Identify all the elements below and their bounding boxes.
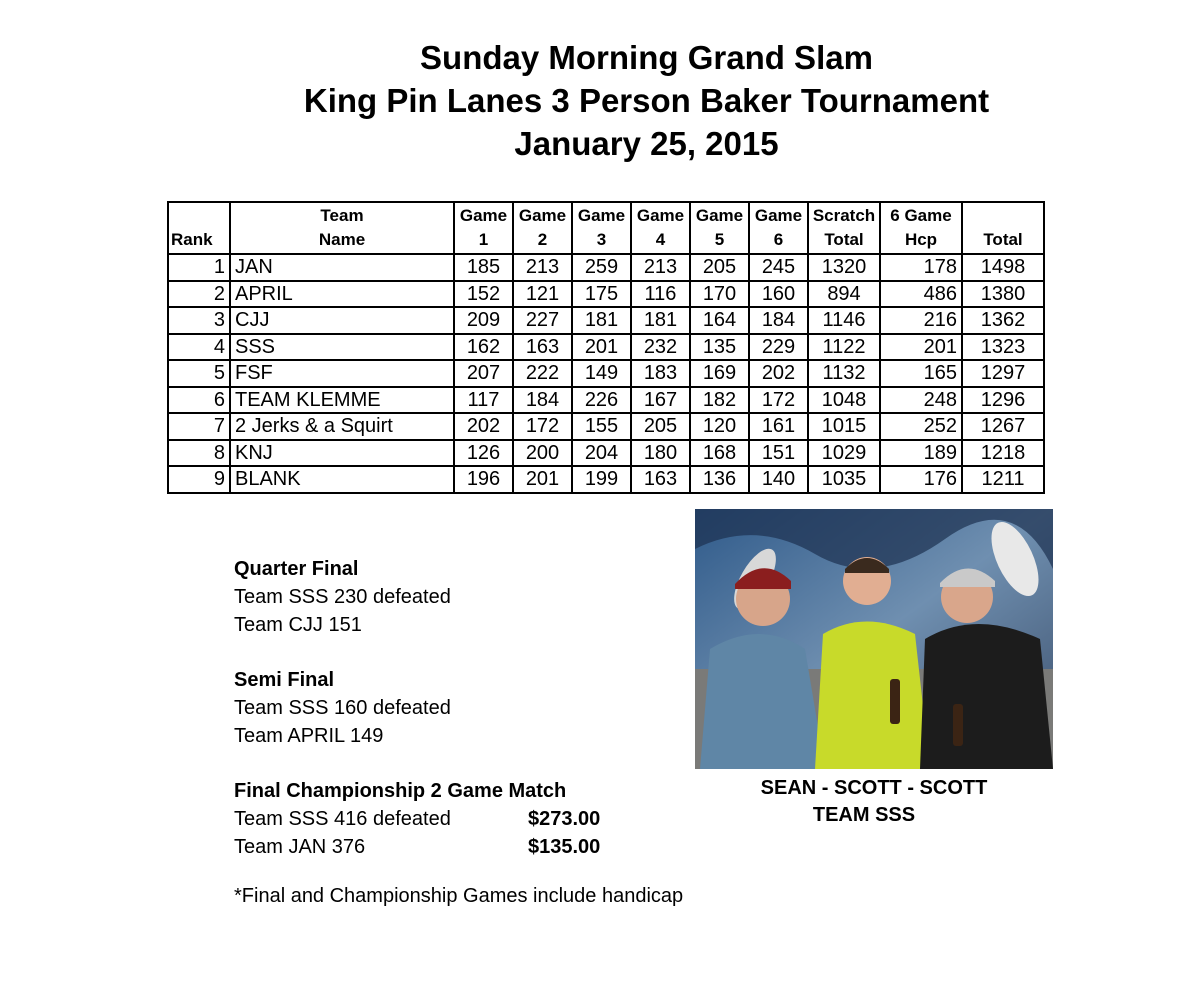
game-5-cell: 182 — [690, 387, 749, 414]
rank-cell: 1 — [168, 254, 230, 281]
photo-caption-names: SEAN - SCOTT - SCOTT — [760, 777, 988, 799]
team-name-cell: SSS — [230, 334, 454, 361]
game-2-cell: 200 — [513, 440, 572, 467]
total-cell: 1498 — [962, 254, 1044, 281]
team-name-cell: APRIL — [230, 281, 454, 308]
total-cell: 1218 — [962, 440, 1044, 467]
game-1-cell: 207 — [454, 360, 513, 387]
game-4-cell: 183 — [631, 360, 690, 387]
table-row — [168, 307, 1044, 334]
final-winner-text: Team SSS 416 defeated — [234, 808, 451, 830]
header-game-1: Game 1 — [454, 202, 513, 254]
final-heading: Final Championship 2 Game Match — [234, 780, 567, 802]
team-name-cell: JAN — [230, 254, 454, 281]
game-3-cell: 204 — [572, 440, 631, 467]
game-4-cell: 163 — [631, 466, 690, 493]
tournament-date: January 25, 2015 — [514, 125, 779, 162]
rank-cell: 9 — [168, 466, 230, 493]
game-5-cell: 169 — [690, 360, 749, 387]
header-game-4: Game 4 — [631, 202, 690, 254]
game-3-cell: 226 — [572, 387, 631, 414]
scratch-total-cell: 1048 — [808, 387, 880, 414]
scratch-total-cell: 1320 — [808, 254, 880, 281]
handicap-cell: 178 — [880, 254, 962, 281]
header-game-5: Game 5 — [690, 202, 749, 254]
total-cell: 1211 — [962, 466, 1044, 493]
semi-final-line-2: Team APRIL 149 — [234, 725, 384, 747]
match-results — [234, 555, 654, 888]
total-cell: 1267 — [962, 413, 1044, 440]
rank-cell: 3 — [168, 307, 230, 334]
handicap-cell: 248 — [880, 387, 962, 414]
handicap-cell: 216 — [880, 307, 962, 334]
rank-cell: 5 — [168, 360, 230, 387]
semi-final-line-1: Team SSS 160 defeated — [234, 697, 451, 719]
header-game-3: Game 3 — [572, 202, 631, 254]
game-4-cell: 181 — [631, 307, 690, 334]
rank-cell: 8 — [168, 440, 230, 467]
game-4-cell: 232 — [631, 334, 690, 361]
game-2-cell: 163 — [513, 334, 572, 361]
runner-up-prize: $135.00 — [528, 836, 601, 858]
game-6-cell: 245 — [749, 254, 808, 281]
results-table — [167, 201, 1045, 494]
scratch-total-cell: 1122 — [808, 334, 880, 361]
game-5-cell: 120 — [690, 413, 749, 440]
game-6-cell: 202 — [749, 360, 808, 387]
semi-final — [234, 666, 654, 750]
photo-caption — [695, 775, 1053, 829]
handicap-cell: 252 — [880, 413, 962, 440]
game-3-cell: 259 — [572, 254, 631, 281]
table-row — [168, 360, 1044, 387]
table-row — [168, 281, 1044, 308]
title-block — [0, 36, 1203, 165]
table-row — [168, 440, 1044, 467]
footnote: *Final and Championship Games include handicap — [234, 885, 684, 907]
final-line-2 — [234, 833, 654, 861]
game-4-cell: 213 — [631, 254, 690, 281]
game-2-cell: 227 — [513, 307, 572, 334]
table-row — [168, 334, 1044, 361]
game-6-cell: 160 — [749, 281, 808, 308]
game-5-cell: 135 — [690, 334, 749, 361]
header-handicap: 6 Game Hcp — [880, 202, 962, 254]
game-1-cell: 152 — [454, 281, 513, 308]
winner-prize: $273.00 — [528, 808, 601, 830]
header-team-name: Team Name — [230, 202, 454, 254]
team-name-cell: TEAM KLEMME — [230, 387, 454, 414]
game-6-cell: 140 — [749, 466, 808, 493]
game-3-cell: 149 — [572, 360, 631, 387]
header-game-2: Game 2 — [513, 202, 572, 254]
handicap-cell: 486 — [880, 281, 962, 308]
game-5-cell: 168 — [690, 440, 749, 467]
game-1-cell: 209 — [454, 307, 513, 334]
total-cell: 1296 — [962, 387, 1044, 414]
game-2-cell: 172 — [513, 413, 572, 440]
scratch-total-cell: 1146 — [808, 307, 880, 334]
game-6-cell: 184 — [749, 307, 808, 334]
header-rank: Rank — [168, 202, 230, 254]
game-1-cell: 162 — [454, 334, 513, 361]
game-1-cell: 126 — [454, 440, 513, 467]
game-5-cell: 164 — [690, 307, 749, 334]
handicap-cell: 176 — [880, 466, 962, 493]
final-runner-up-text: Team JAN 376 — [234, 836, 366, 858]
game-4-cell: 205 — [631, 413, 690, 440]
game-3-cell: 155 — [572, 413, 631, 440]
table-header-row — [168, 202, 1044, 254]
game-3-cell: 201 — [572, 334, 631, 361]
game-6-cell: 229 — [749, 334, 808, 361]
team-name-cell: 2 Jerks & a Squirt — [230, 413, 454, 440]
game-2-cell: 121 — [513, 281, 572, 308]
table-row — [168, 466, 1044, 493]
game-2-cell: 184 — [513, 387, 572, 414]
handicap-cell: 189 — [880, 440, 962, 467]
quarter-final-heading: Quarter Final — [234, 558, 359, 580]
game-4-cell: 180 — [631, 440, 690, 467]
total-cell: 1362 — [962, 307, 1044, 334]
total-cell: 1297 — [962, 360, 1044, 387]
total-cell: 1323 — [962, 334, 1044, 361]
game-6-cell: 161 — [749, 413, 808, 440]
quarter-final-line-2: Team CJJ 151 — [234, 614, 362, 636]
header-game-6: Game 6 — [749, 202, 808, 254]
rank-cell: 4 — [168, 334, 230, 361]
tournament-subtitle: King Pin Lanes 3 Person Baker Tournament — [303, 82, 990, 119]
scratch-total-cell: 1015 — [808, 413, 880, 440]
game-4-cell: 116 — [631, 281, 690, 308]
table-row — [168, 387, 1044, 414]
game-1-cell: 185 — [454, 254, 513, 281]
game-1-cell: 196 — [454, 466, 513, 493]
scratch-total-cell: 1132 — [808, 360, 880, 387]
game-5-cell: 170 — [690, 281, 749, 308]
rank-cell: 7 — [168, 413, 230, 440]
game-4-cell: 167 — [631, 387, 690, 414]
game-6-cell: 151 — [749, 440, 808, 467]
table-row — [168, 254, 1044, 281]
game-2-cell: 213 — [513, 254, 572, 281]
game-6-cell: 172 — [749, 387, 808, 414]
game-5-cell: 136 — [690, 466, 749, 493]
game-1-cell: 202 — [454, 413, 513, 440]
quarter-final-line-1: Team SSS 230 defeated — [234, 586, 451, 608]
results-body — [168, 254, 1044, 493]
game-2-cell: 222 — [513, 360, 572, 387]
game-5-cell: 205 — [690, 254, 749, 281]
game-3-cell: 199 — [572, 466, 631, 493]
game-1-cell: 117 — [454, 387, 513, 414]
team-name-cell: FSF — [230, 360, 454, 387]
team-name-cell: CJJ — [230, 307, 454, 334]
photo-caption-team: TEAM SSS — [812, 804, 916, 826]
tournament-title: Sunday Morning Grand Slam — [420, 39, 873, 76]
final-line-1 — [234, 805, 654, 833]
table-row — [168, 413, 1044, 440]
quarter-final — [234, 555, 654, 639]
game-3-cell: 175 — [572, 281, 631, 308]
team-photo — [695, 509, 1053, 769]
rank-cell: 6 — [168, 387, 230, 414]
game-2-cell: 201 — [513, 466, 572, 493]
header-scratch-total: Scratch Total — [808, 202, 880, 254]
team-name-cell: BLANK — [230, 466, 454, 493]
scratch-total-cell: 1035 — [808, 466, 880, 493]
total-cell: 1380 — [962, 281, 1044, 308]
team-name-cell: KNJ — [230, 440, 454, 467]
game-3-cell: 181 — [572, 307, 631, 334]
scratch-total-cell: 1029 — [808, 440, 880, 467]
header-total: Total — [962, 202, 1044, 254]
semi-final-heading: Semi Final — [234, 669, 335, 691]
handicap-cell: 165 — [880, 360, 962, 387]
rank-cell: 2 — [168, 281, 230, 308]
scratch-total-cell: 894 — [808, 281, 880, 308]
final-championship — [234, 777, 654, 861]
handicap-cell: 201 — [880, 334, 962, 361]
